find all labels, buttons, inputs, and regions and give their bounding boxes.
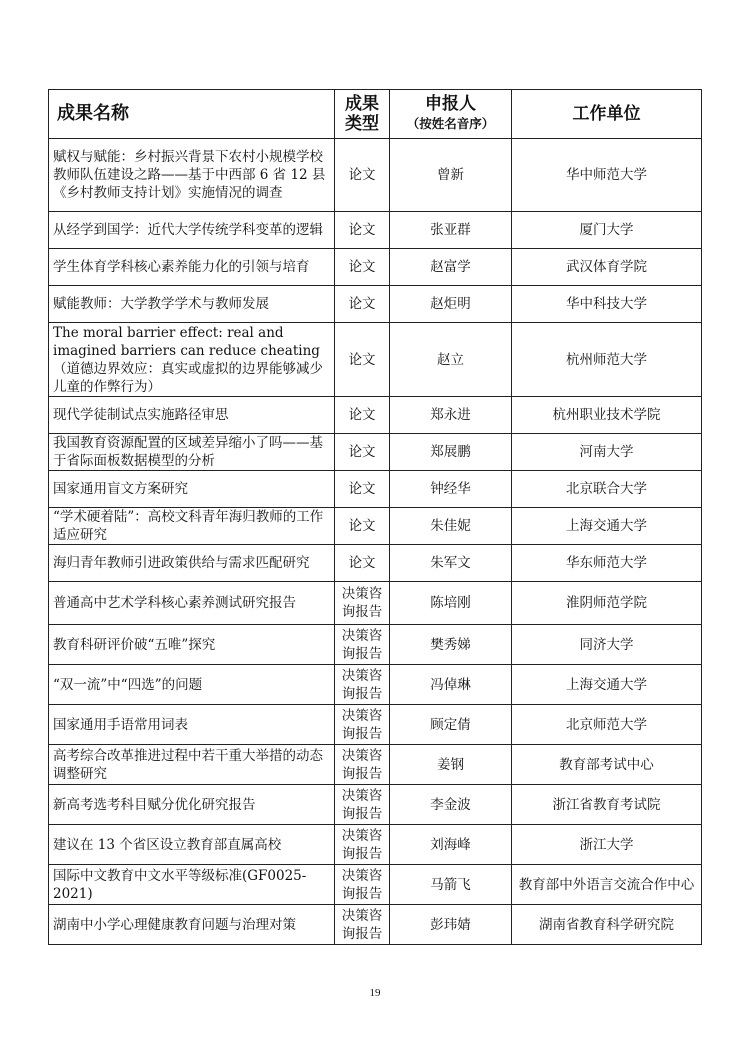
cell-achievement-name: 建议在 13 个省区设立教育部直属高校 (49, 825, 335, 865)
cell-achievement-name: 海归青年教师引进政策供给与需求匹配研究 (49, 545, 335, 582)
cell-achievement-name: 我国教育资源配置的区域差异缩小了吗——基于省际面板数据模型的分析 (49, 434, 335, 471)
cell-applicant: 彭玮婧 (390, 905, 512, 945)
cell-work-unit: 华中师范大学 (512, 139, 702, 212)
cell-achievement-type: 论文 (335, 212, 390, 249)
cell-applicant: 赵炬明 (390, 286, 512, 323)
cell-work-unit: 教育部中外语言交流合作中心 (512, 865, 702, 905)
table-row (49, 705, 702, 745)
cell-achievement-type: 决策咨询报告 (335, 865, 390, 905)
cell-achievement-name: 湖南中小学心理健康教育问题与治理对策 (49, 905, 335, 945)
cell-achievement-name: 赋能教师：大学教学学术与教师发展 (49, 286, 335, 323)
cell-work-unit: 华东师范大学 (512, 545, 702, 582)
cell-achievement-name: 从经学到国学：近代大学传统学科变革的逻辑 (49, 212, 335, 249)
table-row (49, 434, 702, 471)
table-row (49, 323, 702, 397)
cell-work-unit: 上海交通大学 (512, 665, 702, 705)
cell-achievement-name: 学生体育学科核心素养能力化的引领与培育 (49, 249, 335, 286)
header-achievement-type (335, 90, 390, 139)
header-row (49, 90, 702, 139)
cell-achievement-name: 新高考选考科目赋分优化研究报告 (49, 785, 335, 825)
cell-applicant: 刘海峰 (390, 825, 512, 865)
cell-applicant: 郑永进 (390, 397, 512, 434)
cell-achievement-name: 高考综合改革推进过程中若干重大举措的动态调整研究 (49, 745, 335, 785)
table-row (49, 397, 702, 434)
cell-applicant: 郑展鹏 (390, 434, 512, 471)
awards-table (48, 89, 702, 945)
cell-applicant: 朱佳妮 (390, 508, 512, 545)
header-type-line1: 成果 (345, 94, 379, 114)
table-row (49, 545, 702, 582)
cell-achievement-type: 论文 (335, 139, 390, 212)
cell-achievement-type: 决策咨询报告 (335, 625, 390, 665)
cell-work-unit: 北京联合大学 (512, 471, 702, 508)
table-row (49, 825, 702, 865)
cell-achievement-name: “学术硬着陆”：高校文科青年海归教师的工作适应研究 (49, 508, 335, 545)
cell-work-unit: 杭州师范大学 (512, 323, 702, 397)
cell-achievement-type: 决策咨询报告 (335, 582, 390, 625)
cell-applicant: 赵立 (390, 323, 512, 397)
cell-achievement-type: 决策咨询报告 (335, 905, 390, 945)
cell-achievement-type: 论文 (335, 508, 390, 545)
table-row (49, 625, 702, 665)
table-row (49, 139, 702, 212)
table-row (49, 905, 702, 945)
cell-applicant: 马箭飞 (390, 865, 512, 905)
cell-work-unit: 厦门大学 (512, 212, 702, 249)
cell-applicant: 朱军文 (390, 545, 512, 582)
cell-achievement-name: The moral barrier effect: real and imagined barriers can reduce cheating（道德边界效应：真实或虚拟的边界能够减少儿童的作弊行为） (49, 323, 335, 397)
table-row (49, 212, 702, 249)
cell-work-unit: 教育部考试中心 (512, 745, 702, 785)
cell-work-unit: 浙江省教育考试院 (512, 785, 702, 825)
cell-achievement-type: 决策咨询报告 (335, 745, 390, 785)
cell-work-unit: 湖南省教育科学研究院 (512, 905, 702, 945)
table-body (49, 139, 702, 945)
table-row (49, 249, 702, 286)
cell-applicant: 姜钢 (390, 745, 512, 785)
cell-work-unit: 同济大学 (512, 625, 702, 665)
header-type-line2: 类型 (345, 114, 379, 134)
cell-achievement-name: 普通高中艺术学科核心素养测试研究报告 (49, 582, 335, 625)
table-row (49, 471, 702, 508)
cell-achievement-name: 教育科研评价破“五唯”探究 (49, 625, 335, 665)
header-achievement-name: 成果名称 (49, 90, 335, 139)
cell-applicant: 冯倬琳 (390, 665, 512, 705)
table-row (49, 865, 702, 905)
table-row (49, 785, 702, 825)
table-row (49, 508, 702, 545)
header-applicant-line1: 申报人 (425, 94, 476, 114)
cell-work-unit: 淮阴师范学院 (512, 582, 702, 625)
cell-applicant: 李金波 (390, 785, 512, 825)
cell-achievement-type: 论文 (335, 286, 390, 323)
cell-work-unit: 杭州职业技术学院 (512, 397, 702, 434)
cell-achievement-type: 论文 (335, 434, 390, 471)
cell-work-unit: 华中科技大学 (512, 286, 702, 323)
cell-applicant: 顾定倩 (390, 705, 512, 745)
cell-achievement-name: 现代学徒制试点实施路径审思 (49, 397, 335, 434)
cell-achievement-name: 国家通用盲文方案研究 (49, 471, 335, 508)
cell-applicant: 陈培刚 (390, 582, 512, 625)
cell-work-unit: 上海交通大学 (512, 508, 702, 545)
cell-achievement-type: 论文 (335, 471, 390, 508)
header-applicant (390, 90, 512, 139)
cell-applicant: 钟经华 (390, 471, 512, 508)
cell-applicant: 张亚群 (390, 212, 512, 249)
cell-applicant: 赵富学 (390, 249, 512, 286)
table-row (49, 745, 702, 785)
cell-achievement-type: 决策咨询报告 (335, 825, 390, 865)
table-row (49, 286, 702, 323)
header-applicant-line2: （按姓名音序） (406, 116, 495, 131)
cell-work-unit: 北京师范大学 (512, 705, 702, 745)
cell-achievement-type: 决策咨询报告 (335, 665, 390, 705)
cell-achievement-name: 国际中文教育中文水平等级标准(GF0025-2021) (49, 865, 335, 905)
table-row (49, 582, 702, 625)
cell-work-unit: 武汉体育学院 (512, 249, 702, 286)
cell-achievement-type: 论文 (335, 323, 390, 397)
table-row (49, 665, 702, 705)
cell-achievement-type: 论文 (335, 545, 390, 582)
cell-achievement-type: 论文 (335, 397, 390, 434)
cell-achievement-name: 赋权与赋能：乡村振兴背景下农村小规模学校教师队伍建设之路——基于中西部 6 省 12 县《乡村教师支持计划》实施情况的调查 (49, 139, 335, 212)
cell-achievement-name: “双一流”中“四选”的问题 (49, 665, 335, 705)
cell-work-unit: 河南大学 (512, 434, 702, 471)
cell-work-unit: 浙江大学 (512, 825, 702, 865)
cell-applicant: 曾新 (390, 139, 512, 212)
cell-achievement-type: 决策咨询报告 (335, 785, 390, 825)
header-work-unit: 工作单位 (512, 90, 702, 139)
cell-achievement-type: 论文 (335, 249, 390, 286)
cell-achievement-type: 决策咨询报告 (335, 705, 390, 745)
cell-applicant: 樊秀娣 (390, 625, 512, 665)
page-number: 19 (369, 987, 381, 999)
cell-achievement-name: 国家通用手语常用词表 (49, 705, 335, 745)
